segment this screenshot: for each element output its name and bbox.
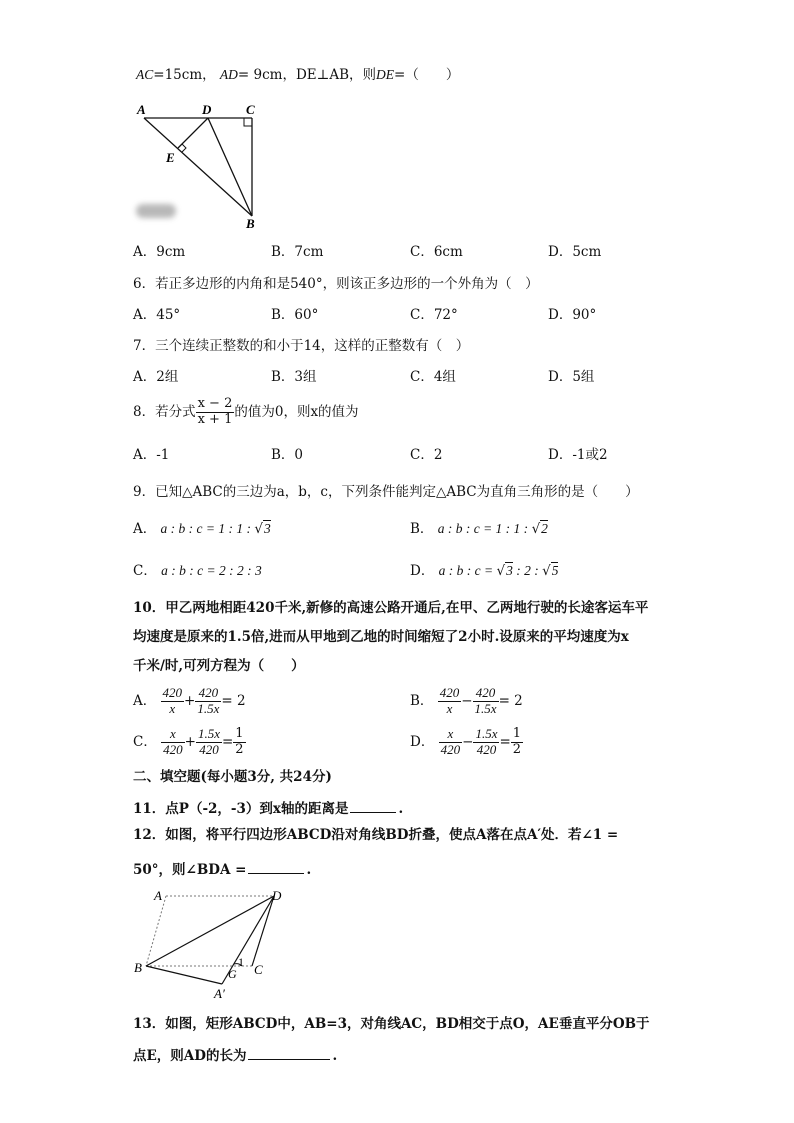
q9-b-radicand: 2 xyxy=(541,521,548,536)
q6-option-c[interactable]: C．72° xyxy=(410,307,458,323)
q6-option-a[interactable]: A．45° xyxy=(133,307,181,323)
q9-b-label: B． xyxy=(410,521,434,537)
q12-label-a-prime: A′ xyxy=(214,986,225,1001)
q5-tail: =（ ） xyxy=(394,67,460,83)
q9-option-c[interactable] xyxy=(133,564,262,579)
q10-a-num1: 420 xyxy=(162,685,183,700)
q9-stem: 9．已知△ABC的三边为a，b，c，下列条件能判定△ABC为直角三角形的是（ ） xyxy=(133,484,639,500)
q8-fraction xyxy=(196,397,235,428)
q8-option-c[interactable]: C．2 xyxy=(410,447,443,463)
q10-c-rhs: = xyxy=(221,733,234,750)
q10-d-den1: 420 xyxy=(440,741,461,757)
q10-a-label: A． xyxy=(133,692,157,709)
q13-stem-line1: 13．如图，矩形ABCD中，AB=3，对角线AC，BD相交于点O，AE垂直平分OB于 xyxy=(133,1016,650,1032)
q12-label-angle-1: 1 xyxy=(238,955,244,969)
q12-figure xyxy=(132,886,292,1002)
q10-d-label: D． xyxy=(410,733,435,750)
q9-option-d[interactable]: D． a : b : c = √3 : 2 : √5 xyxy=(410,563,559,579)
q10-c-op: + xyxy=(184,733,196,750)
q12-answer-blank[interactable] xyxy=(248,861,304,874)
q12-label-g: G xyxy=(228,967,237,981)
q10-c-den2: 420 xyxy=(199,741,219,757)
q12-label-c: C xyxy=(254,962,263,977)
q5-label-d: D xyxy=(202,102,212,117)
q10-c-label: C． xyxy=(133,733,157,750)
q9-d-radicand-2: 5 xyxy=(551,563,559,578)
q9-a-ratio: a : b : c = 1 : 1 : xyxy=(160,521,255,536)
q8-frac-num: x − 2 xyxy=(197,396,233,411)
q12-label-b: B xyxy=(134,960,142,975)
q10-option-d[interactable] xyxy=(410,727,523,758)
q5-label-e: E xyxy=(166,150,175,165)
q13-tail: . xyxy=(332,1048,338,1064)
q10-stem-line1: 10．甲乙两地相距420千米,新修的高速公路开通后,在甲、乙两地行驶的长途客运车平 xyxy=(133,600,649,616)
q5-option-c[interactable]: C．6cm xyxy=(410,244,463,260)
q10-option-b[interactable] xyxy=(410,686,523,717)
q10-a-rhs: = 2 xyxy=(221,692,246,709)
q9-d-radicand-1: 3 xyxy=(506,563,513,578)
q8-option-a[interactable]: A．-1 xyxy=(133,447,170,463)
q5-smudge xyxy=(136,204,176,218)
q5-label-b: B xyxy=(246,216,255,230)
q13-stem-line2 xyxy=(133,1047,337,1064)
q13-answer-blank[interactable] xyxy=(248,1047,330,1060)
q6-stem: 6．若正多边形的内角和是540°，则该正多边形的一个外角为（ ） xyxy=(133,276,539,292)
q10-a-num2: 420 xyxy=(195,686,221,702)
q10-c-num2: 1.5x xyxy=(197,726,220,741)
q6-option-b[interactable]: B．60° xyxy=(271,307,319,323)
q5-option-a[interactable]: A．9cm xyxy=(133,244,186,260)
q8-option-b[interactable]: B．0 xyxy=(271,447,304,463)
q12-label-a: A xyxy=(154,888,162,903)
q9-option-a[interactable]: A． a : b : c = 1 : 1 : √3 xyxy=(133,521,271,537)
q10-a-den2: 1.5x xyxy=(197,700,220,716)
q5-option-b[interactable]: B．7cm xyxy=(271,244,324,260)
q9-c-ratio: a : b : c = 2 : 2 : 3 xyxy=(161,563,262,578)
q10-c-rden: 2 xyxy=(235,741,244,757)
q7-option-c[interactable]: C．4组 xyxy=(410,369,456,385)
q8-stem xyxy=(133,397,359,428)
q10-b-label: B． xyxy=(410,692,434,709)
q8-option-d[interactable]: D．-1或2 xyxy=(548,447,608,463)
q5-ad: AD xyxy=(219,67,238,82)
q9-d-mid: : 2 : xyxy=(512,563,543,578)
q9-option-b[interactable]: B． a : b : c = 1 : 1 : √2 xyxy=(410,521,548,537)
q10-c-rnum: 1 xyxy=(235,726,244,741)
q10-b-num2: 420 xyxy=(473,686,499,702)
q10-a-op: + xyxy=(184,692,196,709)
q11-stem xyxy=(133,800,403,817)
q7-stem: 7．三个连续正整数的和小于14，这样的正整数有（ ） xyxy=(133,338,470,354)
q12-label-d: D xyxy=(272,888,282,903)
q7-option-b[interactable]: B．3组 xyxy=(271,369,317,385)
q10-b-num1: 420 xyxy=(439,685,460,700)
q9-a-radicand: 3 xyxy=(264,521,271,536)
q10-d-num1: x xyxy=(439,727,463,743)
q10-d-den2: 420 xyxy=(476,741,497,757)
q6-option-d[interactable]: D．90° xyxy=(548,307,597,323)
q10-d-rnum: 1 xyxy=(512,726,522,741)
q5-option-d[interactable]: D．5cm xyxy=(548,244,602,260)
q10-stem-line2: 均速度是原来的1.5倍,进而从甲地到乙地的时间缩短了2小时.设原来的平均速度为x xyxy=(133,629,629,645)
q10-b-rhs: = 2 xyxy=(498,692,523,709)
q10-b-op: − xyxy=(461,692,473,709)
q12-tail: . xyxy=(306,862,312,878)
q7-option-d[interactable]: D．5组 xyxy=(548,369,595,385)
q5-de: DE xyxy=(376,67,395,82)
q9-b-ratio: a : b : c = 1 : 1 : xyxy=(437,521,532,536)
q5-ad-val: = 9cm，DE⊥AB，则 xyxy=(237,67,377,83)
q10-d-num2: 1.5x xyxy=(475,726,498,741)
q10-option-c[interactable] xyxy=(133,727,246,758)
q5-ac-val: =15cm， xyxy=(153,67,216,83)
q10-d-op: − xyxy=(462,733,474,750)
q8-stem-post: 的值为0，则x的值为 xyxy=(234,403,359,420)
q5-stem xyxy=(136,68,459,83)
q5-ac: AC xyxy=(136,67,154,82)
q12-text: 50°，则∠BDA = xyxy=(133,862,247,878)
q10-b-den2: 1.5x xyxy=(474,700,497,716)
q11-text: 11．点P（-2，-3）到x轴的距离是 xyxy=(133,801,349,817)
q9-a-label: A． xyxy=(133,521,157,537)
q5-label-c: C xyxy=(246,102,255,117)
q10-c-den1: 420 xyxy=(163,741,183,757)
q11-answer-blank[interactable] xyxy=(350,800,396,813)
q10-d-rden: 2 xyxy=(512,741,522,757)
q9-d-label: D． xyxy=(410,563,435,579)
q10-b-den1: x xyxy=(446,700,453,716)
q9-d-ratio: a : b : c = xyxy=(438,563,497,578)
q5-label-a: A xyxy=(137,102,146,117)
q10-option-a[interactable] xyxy=(133,686,246,717)
q11-tail: . xyxy=(398,801,404,817)
q7-option-a[interactable]: A．2组 xyxy=(133,369,179,385)
q12-stem-line2 xyxy=(133,861,311,878)
q12-stem-line1: 12．如图，将平行四边形ABCD沿对角线BD折叠，使点A落在点A′处．若∠1 = xyxy=(133,827,619,843)
q8-stem-pre: 8．若分式 xyxy=(133,403,196,420)
q13-text: 点E，则AD的长为 xyxy=(133,1048,247,1064)
q10-c-num1: x xyxy=(161,727,185,743)
q10-d-rhs: = xyxy=(499,733,511,750)
section-fill-blank-heading: 二、填空题(每小题3分, 共24分) xyxy=(133,769,332,785)
q9-c-label: C． xyxy=(133,563,157,579)
q10-a-den1: x xyxy=(169,700,176,716)
q8-frac-den: x + 1 xyxy=(197,411,233,427)
q10-stem-line3: 千米/时,可列方程为（ ） xyxy=(133,658,305,674)
